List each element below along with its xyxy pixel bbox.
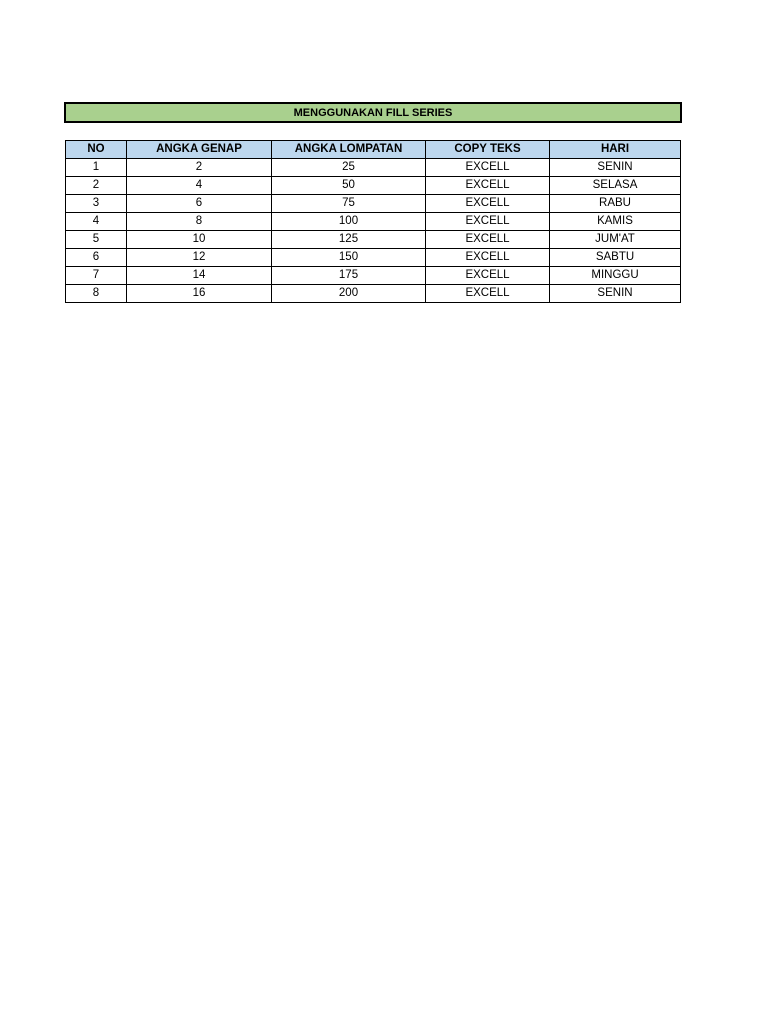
cell-no: 5 [66, 231, 127, 249]
header-angka-genap: ANGKA GENAP [127, 141, 272, 159]
cell-copy-teks: EXCELL [426, 177, 550, 195]
cell-hari: SENIN [550, 285, 681, 303]
table-row [66, 177, 681, 195]
cell-angka-lompatan: 150 [272, 249, 426, 267]
cell-no: 4 [66, 213, 127, 231]
table-row [66, 195, 681, 213]
cell-no: 3 [66, 195, 127, 213]
cell-copy-teks: EXCELL [426, 159, 550, 177]
cell-copy-teks: EXCELL [426, 213, 550, 231]
cell-hari: SELASA [550, 177, 681, 195]
cell-no: 2 [66, 177, 127, 195]
cell-angka-genap: 14 [127, 267, 272, 285]
cell-hari: KAMIS [550, 213, 681, 231]
cell-angka-genap: 12 [127, 249, 272, 267]
header-angka-lompatan: ANGKA LOMPATAN [272, 141, 426, 159]
cell-hari: JUM'AT [550, 231, 681, 249]
cell-copy-teks: EXCELL [426, 285, 550, 303]
header-row [66, 141, 681, 159]
cell-angka-genap: 6 [127, 195, 272, 213]
cell-angka-lompatan: 25 [272, 159, 426, 177]
cell-hari: RABU [550, 195, 681, 213]
table-row [66, 213, 681, 231]
cell-angka-genap: 2 [127, 159, 272, 177]
cell-angka-genap: 8 [127, 213, 272, 231]
sheet-title: MENGGUNAKAN FILL SERIES [64, 102, 682, 123]
cell-copy-teks: EXCELL [426, 195, 550, 213]
cell-angka-genap: 10 [127, 231, 272, 249]
cell-angka-lompatan: 100 [272, 213, 426, 231]
cell-hari: MINGGU [550, 267, 681, 285]
cell-hari: SABTU [550, 249, 681, 267]
fill-series-table [65, 140, 681, 303]
table-row [66, 285, 681, 303]
cell-no: 7 [66, 267, 127, 285]
cell-copy-teks: EXCELL [426, 249, 550, 267]
header-copy-teks: COPY TEKS [426, 141, 550, 159]
header-hari: HARI [550, 141, 681, 159]
table-body [66, 159, 681, 303]
cell-copy-teks: EXCELL [426, 267, 550, 285]
table-row [66, 231, 681, 249]
cell-no: 8 [66, 285, 127, 303]
header-no: NO [66, 141, 127, 159]
cell-angka-lompatan: 50 [272, 177, 426, 195]
cell-no: 6 [66, 249, 127, 267]
cell-hari: SENIN [550, 159, 681, 177]
table-row [66, 249, 681, 267]
cell-copy-teks: EXCELL [426, 231, 550, 249]
cell-angka-lompatan: 75 [272, 195, 426, 213]
cell-angka-genap: 4 [127, 177, 272, 195]
cell-angka-lompatan: 125 [272, 231, 426, 249]
cell-no: 1 [66, 159, 127, 177]
cell-angka-lompatan: 175 [272, 267, 426, 285]
table-row [66, 159, 681, 177]
cell-angka-lompatan: 200 [272, 285, 426, 303]
table-row [66, 267, 681, 285]
cell-angka-genap: 16 [127, 285, 272, 303]
